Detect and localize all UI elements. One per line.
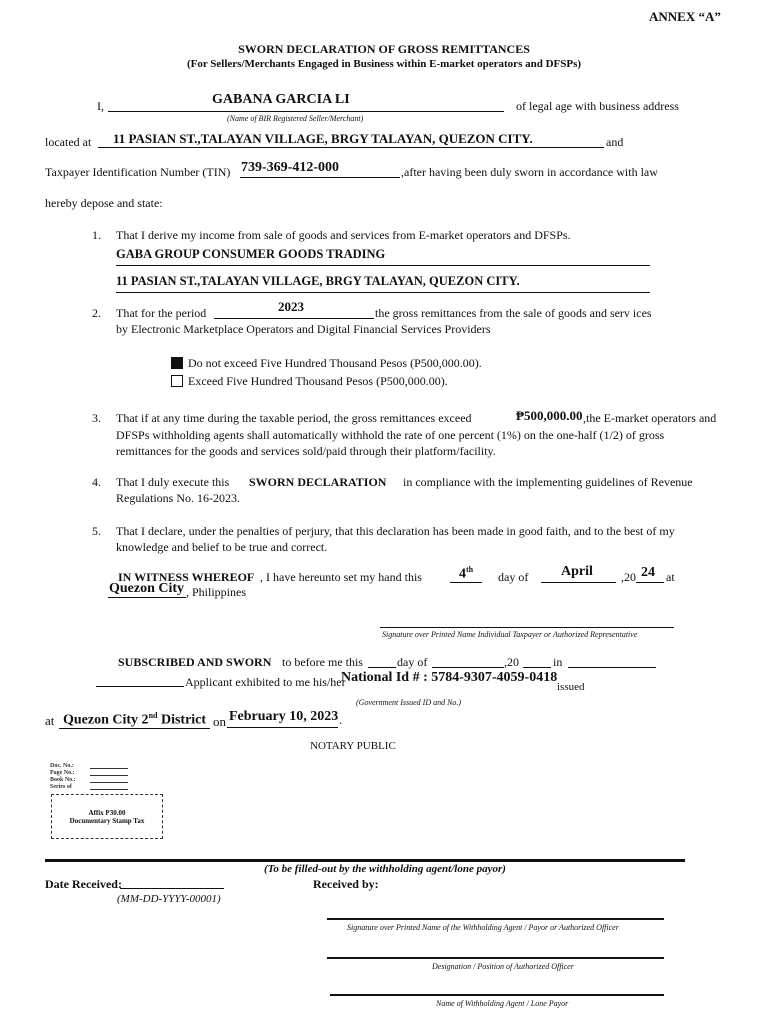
intro-i: I, <box>97 99 104 113</box>
item3-text-b: ,the E-market operators and <box>583 411 717 425</box>
depose-text: hereby depose and state: <box>45 196 163 210</box>
item3-text-a: That if at any time during the taxable period, the gross remittances exceed <box>116 411 472 425</box>
doc-no-line <box>90 768 128 769</box>
sub-place-line <box>568 667 656 668</box>
date-received-label: Date Received: <box>45 877 122 891</box>
witness-bold: IN WITNESS WHEREOF <box>118 570 255 584</box>
book-no-line <box>90 782 128 783</box>
received-by-label: Received by: <box>313 877 379 891</box>
year-prefix: 20 <box>624 570 636 584</box>
item1-number: 1. <box>92 228 101 242</box>
applicant-line <box>96 686 184 687</box>
page-no-line <box>90 775 128 776</box>
place-line <box>108 597 186 598</box>
subscribed-bold: SUBSCRIBED AND SWORN <box>118 655 272 669</box>
sub-period: . <box>339 712 343 727</box>
item4-line2: Regulations No. 16-2023. <box>116 491 240 505</box>
item1-text: That I derive my income from sale of goods and services from E-market operators and DFSPs. <box>116 228 571 242</box>
agent-header: (To be filled-out by the withholding agent/lone payor) <box>264 863 506 875</box>
month-field[interactable]: April <box>561 564 593 579</box>
agent-name-line[interactable] <box>330 994 664 996</box>
agent-signature-line[interactable] <box>327 918 664 920</box>
series-line <box>90 789 128 790</box>
item3-number: 3. <box>92 411 101 425</box>
item5-number: 5. <box>92 524 101 538</box>
name-line <box>108 111 504 112</box>
sub-in: in <box>553 655 563 669</box>
sub-year-line <box>523 667 551 668</box>
month-line <box>541 582 616 583</box>
item3-line2: DFSPs withholding agents shall automatically withhold the rate of one percent (1%) on the one-half (1/2) of gross <box>116 428 665 442</box>
business-address-line <box>116 292 650 293</box>
name-caption: (Name of BIR Registered Seller/Merchant) <box>227 114 364 123</box>
date-received-line[interactable] <box>120 888 224 889</box>
doc-stamp-box <box>51 794 163 839</box>
witness-text: , I have hereunto set my hand this <box>260 570 422 584</box>
day-of-text: day of <box>498 570 529 584</box>
sub-year: ,20 <box>504 655 519 669</box>
sub-month-line <box>432 667 504 668</box>
item2-text-a: That for the period <box>116 306 207 320</box>
id-caption: (Government Issued ID and No.) <box>356 698 462 707</box>
legal-age-text: of legal age with business address <box>516 99 679 113</box>
item3-line3: remittances for the goods and services sold/paid through their platform/facility. <box>116 444 496 458</box>
subscribed-text: to before me this <box>282 655 363 669</box>
at-text: at <box>666 570 675 584</box>
issued-text: issued <box>557 681 585 693</box>
period-line <box>214 318 374 319</box>
sub-on: on <box>213 714 226 729</box>
tin-line <box>240 177 400 178</box>
item5-line1: That I declare, under the penalties of perjury, that this declaration has been made in good faith, and to the best of my <box>116 524 675 538</box>
located-at-label: located at <box>45 135 92 149</box>
date-format: (MM-DD-YYYY-00001) <box>117 893 221 905</box>
tin-field[interactable]: 739-369-412-000 <box>241 160 339 175</box>
page-title: SWORN DECLARATION OF GROSS REMITTANCES <box>238 42 530 56</box>
notary-title: NOTARY PUBLIC <box>310 740 396 752</box>
item2-number: 2. <box>92 306 101 320</box>
place-field[interactable]: Quezon City <box>109 581 185 596</box>
doc-no: Doc. No.: <box>50 763 74 769</box>
date-line <box>227 727 338 728</box>
agent-signature-caption: Signature over Printed Name of the Withholding Agent / Payor or Authorized Officer <box>347 923 619 932</box>
sub-day-of: day of <box>397 655 428 669</box>
designation-line[interactable] <box>327 957 664 959</box>
applicant-text: Applicant exhibited to me his/her <box>185 675 346 689</box>
option-exceed: Exceed Five Hundred Thousand Pesos (P500,000.00). <box>188 374 448 388</box>
after-sworn-text: ,after having been duly sworn in accordance with law <box>401 165 658 179</box>
threshold-amount: ₱500,000.00 <box>516 408 583 423</box>
date-field[interactable]: February 10, 2023 <box>229 709 339 724</box>
business-address-field-2[interactable]: 11 PASIAN ST.,TALAYAN VILLAGE, BRGY TALAYAN, QUEZON CITY. <box>116 274 520 288</box>
seller-name[interactable]: GABANA GARCIA LI <box>212 92 350 107</box>
item4-text-a: That I duly execute this <box>116 475 230 489</box>
philippines-text: , Philippines <box>186 585 247 599</box>
day-field[interactable]: 4th <box>459 565 474 582</box>
agent-name-caption: Name of Withholding Agent / Lone Payor <box>436 999 569 1008</box>
business-name-line <box>116 265 650 266</box>
period-field[interactable]: 2023 <box>278 299 304 314</box>
signature-line <box>380 627 674 628</box>
checkbox-not-exceed[interactable] <box>171 357 183 369</box>
district-field[interactable]: Quezon City 2nd District <box>63 711 207 728</box>
option-not-exceed: Do not exceed Five Hundred Thousand Pesos (P500,000.00). <box>188 356 482 370</box>
item2-text-b: the gross remittances from the sale of goods and serv ices <box>375 306 652 320</box>
sub-day-line <box>368 667 396 668</box>
tin-label: Taxpayer Identification Number (TIN) <box>45 165 231 179</box>
and-text: and <box>606 135 624 149</box>
page-no: Page No.: <box>50 770 75 776</box>
item5-line2: knowledge and belief to be true and correct. <box>116 540 328 554</box>
stamp-line-a: Affix P30.00 <box>88 809 126 817</box>
section-divider <box>45 859 685 862</box>
series-of: Series of <box>50 784 72 790</box>
stamp-line-b: Documentary Stamp Tax <box>69 817 145 825</box>
checkbox-exceed[interactable] <box>171 375 183 387</box>
item2-text-c: by Electronic Marketplace Operators and Digital Financial Services Providers <box>116 322 491 336</box>
sub-at: at <box>45 713 55 728</box>
notary-ledger <box>50 763 76 791</box>
district-line <box>59 728 210 729</box>
annex-label: ANNEX “A” <box>649 9 721 24</box>
signature-caption: Signature over Printed Name Individual Taxpayer or Authorized Representative <box>382 630 638 639</box>
business-name-field[interactable]: GABA GROUP CONSUMER GOODS TRADING <box>116 247 386 261</box>
year-field[interactable]: 24 <box>641 565 655 580</box>
address-line <box>98 147 604 148</box>
book-no: Book No.: <box>50 777 76 783</box>
comma: , <box>621 570 624 584</box>
page-subtitle: (For Sellers/Merchants Engaged in Business within E-market operators and DFSPs) <box>186 58 582 70</box>
business-address-field[interactable]: 11 PASIAN ST.,TALAYAN VILLAGE, BRGY TALAYAN, QUEZON CITY. <box>113 131 533 146</box>
designation-caption: Designation / Position of Authorized Officer <box>432 962 574 971</box>
year-line <box>636 582 664 583</box>
item4-number: 4. <box>92 475 101 489</box>
item4-bold: SWORN DECLARATION <box>249 475 387 489</box>
national-id-field[interactable]: National Id # : 5784-9307-4059-0418 <box>341 670 558 685</box>
item4-text-b: in compliance with the implementing guidelines of Revenue <box>403 475 693 489</box>
